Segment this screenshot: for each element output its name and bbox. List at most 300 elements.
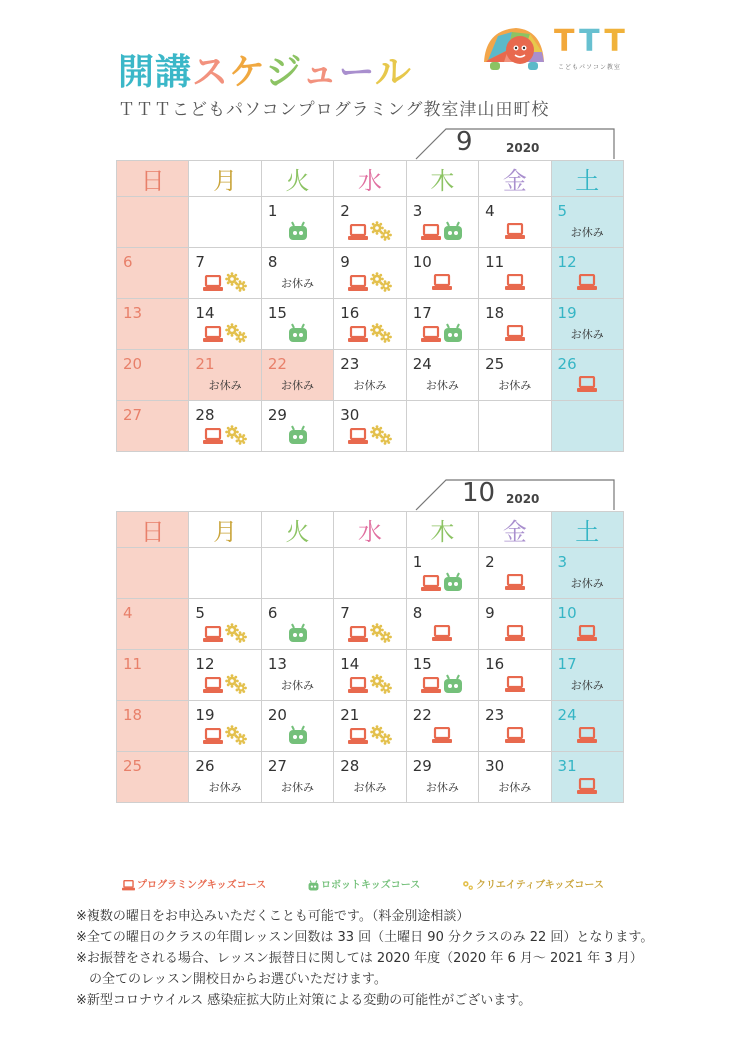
day-cell	[406, 299, 478, 350]
day-cell	[551, 650, 623, 701]
closed-label: お休み	[353, 781, 387, 794]
day-cell	[261, 701, 333, 752]
closed-label: お休み	[570, 226, 604, 239]
laptop-icon	[421, 224, 441, 241]
laptop-icon	[505, 727, 525, 744]
closed-label: お休み	[353, 379, 387, 392]
laptop-icon	[203, 428, 223, 445]
day-cell	[117, 752, 189, 803]
day-number: 17	[557, 655, 577, 673]
day-number: 19	[557, 304, 577, 322]
laptop-icon	[348, 275, 368, 292]
day-number: 29	[267, 406, 287, 424]
day-cell	[551, 197, 623, 248]
day-number: 8	[412, 604, 423, 622]
laptop-icon	[421, 326, 441, 343]
course-icons	[334, 623, 405, 643]
day-cell	[261, 599, 333, 650]
day-cell	[551, 548, 623, 599]
robot-icon	[288, 323, 308, 343]
day-number: 24	[412, 355, 432, 373]
day-number: 22	[267, 355, 287, 373]
laptop-icon	[505, 223, 525, 240]
course-icons	[189, 323, 260, 343]
week-row	[117, 599, 624, 650]
day-cell	[189, 548, 261, 599]
day-cell	[334, 299, 406, 350]
closed-label: お休み	[425, 781, 459, 794]
day-cell	[406, 548, 478, 599]
day-number: 4	[485, 202, 495, 220]
day-number: 26	[195, 757, 215, 775]
day-number: 19	[195, 706, 215, 724]
note-line: ※複数の曜日をお申込みいただくことも可能です。（料金別途相談）	[76, 909, 470, 924]
day-cell	[261, 197, 333, 248]
closed-label: お休み	[570, 577, 604, 590]
day-number: 13	[123, 304, 143, 322]
day-cell	[117, 197, 189, 248]
day-cell	[551, 401, 623, 452]
day-number: 28	[340, 757, 360, 775]
school-name: ＴＴＴこどもパソコンプログラミング教室津山田町校	[118, 100, 550, 120]
course-icons	[479, 674, 550, 694]
course-icons	[189, 425, 260, 445]
day-cell	[334, 650, 406, 701]
laptop-icon	[348, 428, 368, 445]
day-cell	[551, 752, 623, 803]
course-icons	[479, 572, 550, 592]
day-cell	[479, 548, 551, 599]
legend-item-programming	[122, 876, 266, 891]
course-icons	[262, 725, 333, 745]
title-part: ス	[192, 52, 230, 93]
day-number: 6	[267, 604, 278, 622]
day-cell	[261, 548, 333, 599]
month-number: 10	[462, 478, 496, 508]
day-number: 27	[267, 757, 287, 775]
laptop-icon	[577, 625, 597, 642]
calendar-grid	[116, 160, 624, 452]
gear-icon	[225, 725, 247, 745]
robot-icon	[288, 425, 308, 445]
day-cell	[334, 701, 406, 752]
logo-letter: T	[579, 24, 605, 59]
day-number: 14	[195, 304, 215, 322]
course-icons	[552, 272, 623, 292]
day-number: 23	[485, 706, 505, 724]
day-cell	[406, 197, 478, 248]
day-cell	[189, 599, 261, 650]
day-cell	[334, 599, 406, 650]
closed-label: お休み	[281, 781, 315, 794]
course-icons	[552, 374, 623, 394]
day-cell	[117, 299, 189, 350]
weekday-header: 日	[117, 161, 189, 197]
day-number: 22	[412, 706, 432, 724]
day-cell	[261, 752, 333, 803]
legend-item-robot	[308, 876, 420, 891]
course-icons	[552, 725, 623, 745]
day-cell	[261, 248, 333, 299]
course-legend	[118, 876, 628, 892]
day-number: 21	[195, 355, 215, 373]
day-number: 7	[195, 253, 205, 271]
day-number: 12	[195, 655, 215, 673]
logo-letter: T	[554, 24, 580, 59]
day-cell	[261, 299, 333, 350]
course-icons	[479, 323, 550, 343]
year-number: 2020	[506, 141, 540, 155]
day-cell	[334, 350, 406, 401]
day-number: 1	[267, 202, 278, 220]
weekday-header: 金	[479, 512, 551, 548]
day-cell	[117, 350, 189, 401]
weekday-header: 日	[117, 512, 189, 548]
day-number: 27	[123, 406, 143, 424]
day-number: 11	[485, 253, 505, 271]
course-icons	[334, 425, 405, 445]
laptop-icon	[505, 274, 525, 291]
day-number: 16	[485, 655, 505, 673]
day-cell	[117, 401, 189, 452]
weekday-header: 月	[189, 161, 261, 197]
day-cell	[189, 197, 261, 248]
day-cell	[479, 197, 551, 248]
course-icons	[407, 674, 478, 694]
day-cell	[406, 248, 478, 299]
week-row	[117, 248, 624, 299]
day-cell	[261, 401, 333, 452]
title-part: ー	[338, 52, 375, 93]
day-cell	[117, 548, 189, 599]
course-icons	[189, 272, 260, 292]
gear-icon	[370, 623, 392, 643]
gear-icon	[462, 880, 474, 891]
week-row	[117, 701, 624, 752]
course-icons	[407, 725, 478, 745]
day-number: 11	[123, 655, 143, 673]
closed-label: お休み	[498, 379, 532, 392]
day-cell	[551, 350, 623, 401]
day-number: 10	[557, 604, 577, 622]
title-part: ジ	[265, 52, 302, 93]
course-icons	[189, 674, 260, 694]
day-number: 14	[340, 655, 360, 673]
week-row	[117, 650, 624, 701]
closed-label: お休み	[570, 679, 604, 692]
laptop-icon	[203, 275, 223, 292]
day-cell	[479, 248, 551, 299]
day-number: 24	[557, 706, 577, 724]
course-icons	[189, 623, 260, 643]
robot-icon	[443, 674, 463, 694]
course-icons	[262, 425, 333, 445]
closed-label: お休み	[281, 277, 315, 290]
day-cell	[551, 599, 623, 650]
day-number: 2	[485, 553, 495, 571]
gear-icon	[370, 323, 392, 343]
robot-icon	[288, 623, 308, 643]
day-number: 5	[557, 202, 568, 220]
course-icons	[479, 725, 550, 745]
day-cell	[334, 548, 406, 599]
note-line: の全てのレッスン開校日からお選びいただけます。	[89, 972, 387, 987]
laptop-icon	[505, 325, 525, 342]
closed-label: お休み	[498, 781, 532, 794]
course-icons	[334, 272, 405, 292]
laptop-icon	[432, 625, 452, 642]
course-icons	[262, 221, 333, 241]
gear-icon	[370, 425, 392, 445]
closed-label: お休み	[570, 328, 604, 341]
day-cell	[189, 701, 261, 752]
weekday-header: 火	[261, 161, 333, 197]
day-number: 25	[485, 355, 505, 373]
gear-icon	[225, 623, 247, 643]
weekday-header: 木	[406, 161, 478, 197]
title-part: ケ	[229, 52, 266, 93]
laptop-icon	[432, 274, 452, 291]
ttt-logo	[478, 22, 638, 82]
day-cell	[189, 350, 261, 401]
month-number: 9	[456, 127, 473, 157]
day-cell	[334, 401, 406, 452]
legend-label: プログラミングキッズコース	[137, 880, 267, 891]
day-cell	[551, 299, 623, 350]
day-cell	[189, 299, 261, 350]
day-cell	[406, 752, 478, 803]
course-icons	[407, 272, 478, 292]
course-icons	[407, 623, 478, 643]
course-icons	[334, 323, 405, 343]
day-number: 20	[123, 355, 143, 373]
day-number: 10	[412, 253, 432, 271]
closed-label: お休み	[281, 379, 315, 392]
course-icons	[479, 623, 550, 643]
day-number: 7	[340, 604, 350, 622]
course-icons	[552, 623, 623, 643]
laptop-icon	[203, 626, 223, 643]
laptop-icon	[203, 728, 223, 745]
course-icons	[407, 323, 478, 343]
day-cell	[334, 248, 406, 299]
day-number: 29	[412, 757, 432, 775]
laptop-icon	[577, 274, 597, 291]
year-number: 2020	[506, 492, 540, 506]
day-number: 8	[267, 253, 278, 271]
course-icons	[189, 725, 260, 745]
laptop-icon	[348, 728, 368, 745]
course-icons	[552, 776, 623, 796]
day-cell	[189, 650, 261, 701]
day-cell	[479, 401, 551, 452]
weekday-header: 土	[551, 512, 623, 548]
laptop-icon	[577, 376, 597, 393]
weekday-header: 金	[479, 161, 551, 197]
laptop-icon	[348, 224, 368, 241]
legend-item-creative	[462, 876, 604, 891]
laptop-icon	[505, 676, 525, 693]
course-icons	[334, 221, 405, 241]
day-cell	[479, 752, 551, 803]
day-cell	[479, 650, 551, 701]
closed-label: お休み	[208, 379, 242, 392]
day-number: 1	[412, 553, 423, 571]
gear-icon	[225, 674, 247, 694]
laptop-icon	[348, 326, 368, 343]
robot-icon	[308, 880, 319, 891]
laptop-icon	[421, 575, 441, 592]
weekday-header: 土	[551, 161, 623, 197]
notes-section	[76, 906, 736, 1011]
calendar-grid	[116, 511, 624, 803]
title-part: ル	[374, 52, 412, 93]
course-icons	[262, 623, 333, 643]
robot-icon	[288, 725, 308, 745]
note-line: ※新型コロナウイルス 感染症拡大防止対策による変動の可能性がございます。	[76, 993, 532, 1008]
laptop-icon	[348, 677, 368, 694]
day-cell	[117, 248, 189, 299]
course-icons	[334, 674, 405, 694]
day-number: 31	[557, 757, 577, 775]
laptop-icon	[122, 880, 135, 891]
day-number: 2	[340, 202, 350, 220]
week-row	[117, 401, 624, 452]
week-row	[117, 350, 624, 401]
day-cell	[406, 599, 478, 650]
robot-icon	[443, 323, 463, 343]
gear-icon	[225, 425, 247, 445]
day-number: 28	[195, 406, 215, 424]
gear-icon	[225, 323, 247, 343]
robot-icon	[443, 572, 463, 592]
laptop-icon	[421, 677, 441, 694]
laptop-icon	[203, 326, 223, 343]
day-cell	[406, 650, 478, 701]
weekday-header: 水	[334, 512, 406, 548]
turtle-logo-icon	[478, 22, 550, 80]
day-cell	[189, 752, 261, 803]
day-cell	[406, 701, 478, 752]
note-line: ※全ての曜日のクラスの年間レッスン回数は 33 回（土曜日 90 分クラスのみ 22 回）となります。	[76, 930, 654, 945]
title-part: ュ	[301, 52, 339, 93]
week-row	[117, 752, 624, 803]
day-number: 13	[267, 655, 287, 673]
laptop-icon	[505, 625, 525, 642]
day-number: 3	[412, 202, 423, 220]
gear-icon	[370, 674, 392, 694]
laptop-icon	[203, 677, 223, 694]
weekday-header: 月	[189, 512, 261, 548]
day-number: 3	[557, 553, 568, 571]
day-cell	[406, 350, 478, 401]
day-number: 26	[557, 355, 577, 373]
gear-icon	[370, 221, 392, 241]
day-number: 5	[195, 604, 205, 622]
day-number: 4	[123, 604, 133, 622]
day-number: 6	[123, 253, 133, 271]
logo-tagline: こどもパソコン教室	[558, 64, 621, 71]
day-number: 12	[557, 253, 577, 271]
day-cell	[479, 701, 551, 752]
day-cell	[551, 701, 623, 752]
day-number: 15	[412, 655, 432, 673]
weekday-header: 火	[261, 512, 333, 548]
title-part: 開講	[118, 52, 193, 93]
legend-label: ロボットキッズコース	[321, 880, 421, 891]
day-cell	[479, 350, 551, 401]
day-number: 20	[267, 706, 287, 724]
course-icons	[479, 272, 550, 292]
day-cell	[334, 752, 406, 803]
month-tab-outline	[116, 127, 624, 161]
laptop-icon	[348, 626, 368, 643]
day-number: 15	[267, 304, 287, 322]
month-tab-outline	[116, 478, 624, 512]
day-cell	[117, 701, 189, 752]
day-cell	[261, 650, 333, 701]
closed-label: お休み	[425, 379, 459, 392]
day-number: 30	[485, 757, 505, 775]
laptop-icon	[505, 574, 525, 591]
day-number: 17	[412, 304, 432, 322]
laptop-icon	[577, 778, 597, 795]
course-icons	[407, 572, 478, 592]
logo-letter: T	[604, 24, 629, 59]
day-number: 9	[340, 253, 350, 271]
course-icons	[407, 221, 478, 241]
day-number: 25	[123, 757, 143, 775]
course-icons	[479, 221, 550, 241]
closed-label: お休み	[281, 679, 315, 692]
day-number: 18	[123, 706, 143, 724]
day-cell	[479, 599, 551, 650]
robot-icon	[288, 221, 308, 241]
day-number: 9	[485, 604, 495, 622]
robot-icon	[443, 221, 463, 241]
day-cell	[189, 248, 261, 299]
gear-icon	[225, 272, 247, 292]
course-icons	[334, 725, 405, 745]
day-cell	[261, 350, 333, 401]
page-title	[118, 44, 412, 95]
gear-icon	[370, 272, 392, 292]
day-number: 18	[485, 304, 505, 322]
gear-icon	[370, 725, 392, 745]
day-cell	[551, 248, 623, 299]
laptop-icon	[432, 727, 452, 744]
week-row	[117, 299, 624, 350]
day-number: 23	[340, 355, 360, 373]
weekday-header: 水	[334, 161, 406, 197]
day-number: 16	[340, 304, 360, 322]
day-cell	[189, 401, 261, 452]
course-icons	[262, 323, 333, 343]
week-row	[117, 548, 624, 599]
week-row	[117, 197, 624, 248]
day-cell	[479, 299, 551, 350]
day-cell	[334, 197, 406, 248]
closed-label: お休み	[208, 781, 242, 794]
logo-wordmark	[554, 24, 629, 59]
day-cell	[406, 401, 478, 452]
laptop-icon	[577, 727, 597, 744]
day-cell	[117, 599, 189, 650]
day-number: 30	[340, 406, 360, 424]
note-line: ※お振替をされる場合、レッスン振替日に関しては 2020 年度（2020 年 6 月～ 2021 年 3 月）	[76, 951, 643, 966]
legend-label: クリエイティブキッズコース	[476, 880, 604, 891]
day-cell	[117, 650, 189, 701]
